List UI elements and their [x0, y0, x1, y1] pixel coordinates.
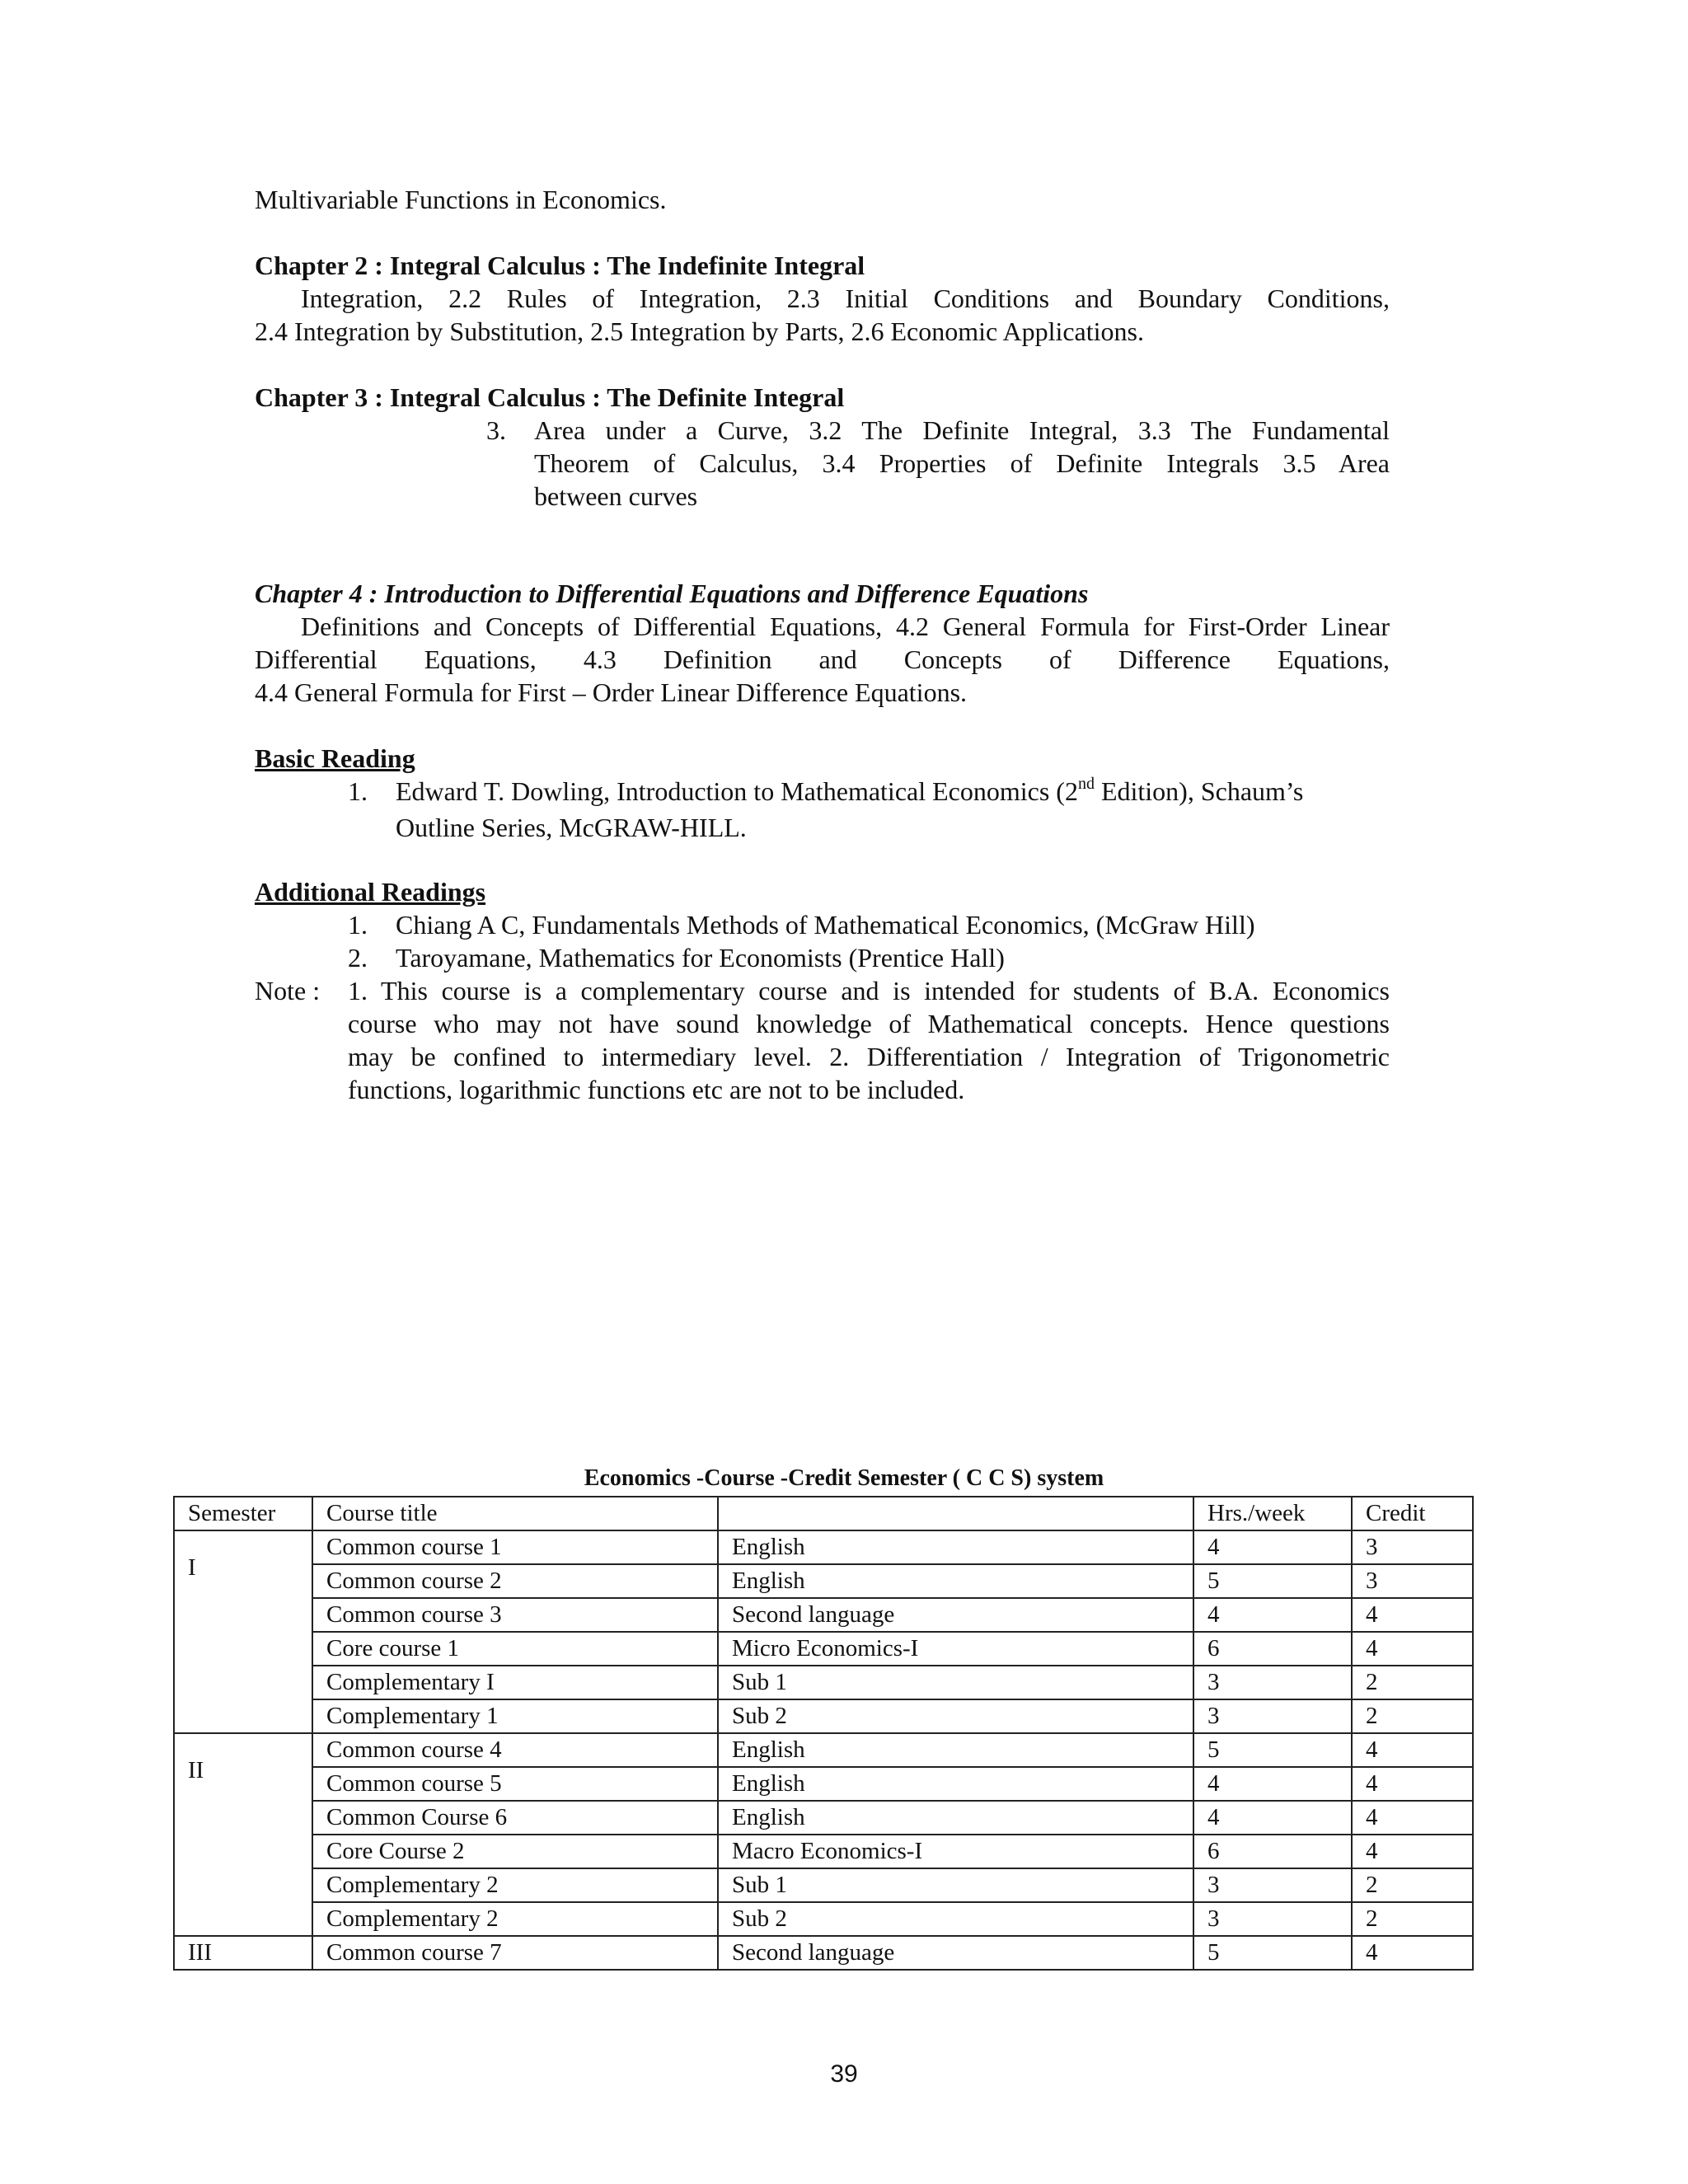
- basic-reading-number: 1.: [348, 776, 368, 806]
- subject-cell: English: [718, 1530, 1193, 1564]
- basic-reading-text-after-sup: Edition), Schaum’s: [1094, 776, 1304, 806]
- credit-cell: 4: [1352, 1767, 1473, 1801]
- header-subject: [718, 1497, 1193, 1530]
- credit-cell: 2: [1352, 1902, 1473, 1936]
- hours-cell: 4: [1193, 1801, 1352, 1835]
- credit-cell: 2: [1352, 1699, 1473, 1733]
- table-row: [174, 1801, 1473, 1835]
- course-credit-table: [173, 1496, 1474, 1971]
- credit-cell: 4: [1352, 1733, 1473, 1767]
- course-title-cell: Common course 4: [312, 1733, 718, 1767]
- table-row: [174, 1936, 1473, 1970]
- table-title: Economics -Course -Credit Semester ( C C S) system: [584, 1465, 1104, 1491]
- course-title-cell: Common course 3: [312, 1598, 718, 1632]
- credit-cell: 2: [1352, 1666, 1473, 1699]
- subject-cell: Sub 2: [718, 1902, 1193, 1936]
- table-row: [174, 1666, 1473, 1699]
- additional-readings-heading: Additional Readings: [255, 877, 486, 907]
- subject-cell: Macro Economics-I: [718, 1835, 1193, 1868]
- chapter4-line3: 4.4 General Formula for First – Order Linear Difference Equations.: [255, 677, 968, 707]
- subject-cell: English: [718, 1801, 1193, 1835]
- chapter2-line2: 2.4 Integration by Substitution, 2.5 Integration by Parts, 2.6 Economic Applications.: [255, 316, 1144, 346]
- hours-cell: 5: [1193, 1733, 1352, 1767]
- credit-cell: 4: [1352, 1835, 1473, 1868]
- table-row: [174, 1699, 1473, 1733]
- subject-cell: Sub 2: [718, 1699, 1193, 1733]
- semester-cell: II: [174, 1733, 312, 1936]
- header-course-title: Course title: [312, 1497, 718, 1530]
- basic-reading-line2: Outline Series, McGRAW-HILL.: [396, 813, 747, 842]
- subject-cell: Sub 1: [718, 1666, 1193, 1699]
- chapter3-heading: Chapter 3 : Integral Calculus : The Definite Integral: [255, 382, 845, 412]
- table-row: [174, 1868, 1473, 1902]
- course-title-cell: Core course 1: [312, 1632, 718, 1666]
- hours-cell: 6: [1193, 1632, 1352, 1666]
- hours-cell: 4: [1193, 1598, 1352, 1632]
- page-number: 39: [830, 2060, 858, 2088]
- basic-reading-line1: [396, 775, 1303, 808]
- course-title-cell: Complementary 2: [312, 1902, 718, 1936]
- additional-reading-text-1: Chiang A C, Fundamentals Methods of Mathematical Economics, (McGraw Hill): [396, 910, 1255, 940]
- course-title-cell: Common course 1: [312, 1530, 718, 1564]
- intro-line: Multivariable Functions in Economics.: [255, 185, 667, 214]
- semester-cell: III: [174, 1936, 312, 1970]
- credit-cell: 2: [1352, 1868, 1473, 1902]
- hours-cell: 5: [1193, 1936, 1352, 1970]
- basic-reading-superscript: nd: [1077, 775, 1095, 793]
- course-title-cell: Complementary 1: [312, 1699, 718, 1733]
- hours-cell: 6: [1193, 1835, 1352, 1868]
- chapter4-heading: Chapter 4 : Introduction to Differential Equations and Difference Equations: [255, 579, 1089, 608]
- chapter2-heading: Chapter 2 : Integral Calculus : The Indefinite Integral: [255, 251, 865, 280]
- note-line3: may be confined to intermediary level. 2. Differentiation / Integration of Trigonometric: [348, 1042, 1390, 1071]
- chapter4-line2: Differential Equations, 4.3 Definition and Concepts of Difference Equations,: [255, 644, 1390, 674]
- table-row: [174, 1767, 1473, 1801]
- hours-cell: 3: [1193, 1666, 1352, 1699]
- course-title-cell: Complementary 2: [312, 1868, 718, 1902]
- additional-reading-number-2: 2.: [348, 943, 368, 972]
- course-title-cell: Complementary I: [312, 1666, 718, 1699]
- chapter3-line1: Area under a Curve, 3.2 The Definite Integral, 3.3 The Fundamental: [534, 415, 1390, 445]
- semester-cell: I: [174, 1530, 312, 1733]
- header-hours: Hrs./week: [1193, 1497, 1352, 1530]
- table-row: [174, 1835, 1473, 1868]
- table-row: [174, 1733, 1473, 1767]
- additional-reading-text-2: Taroyamane, Mathematics for Economists (Prentice Hall): [396, 943, 1005, 972]
- table-row: [174, 1598, 1473, 1632]
- subject-cell: English: [718, 1767, 1193, 1801]
- basic-reading-heading: Basic Reading: [255, 743, 415, 773]
- table-row: [174, 1902, 1473, 1936]
- basic-reading-text-before-sup: Edward T. Dowling, Introduction to Mathematical Economics (2: [396, 776, 1078, 806]
- header-semester: Semester: [174, 1497, 312, 1530]
- subject-cell: Second language: [718, 1936, 1193, 1970]
- credit-cell: 4: [1352, 1801, 1473, 1835]
- table-row: [174, 1632, 1473, 1666]
- hours-cell: 3: [1193, 1699, 1352, 1733]
- credit-cell: 4: [1352, 1936, 1473, 1970]
- table-row: [174, 1530, 1473, 1564]
- course-title-cell: Common course 2: [312, 1564, 718, 1598]
- course-title-cell: Core Course 2: [312, 1835, 718, 1868]
- header-credit: Credit: [1352, 1497, 1473, 1530]
- credit-cell: 3: [1352, 1564, 1473, 1598]
- note-line4: functions, logarithmic functions etc are not to be included.: [348, 1075, 965, 1104]
- chapter3-line2: Theorem of Calculus, 3.4 Properties of Definite Integrals 3.5 Area: [534, 448, 1390, 478]
- course-title-cell: Common course 5: [312, 1767, 718, 1801]
- course-credit-table-body: [174, 1497, 1473, 1970]
- subject-cell: Second language: [718, 1598, 1193, 1632]
- subject-cell: Sub 1: [718, 1868, 1193, 1902]
- credit-cell: 4: [1352, 1598, 1473, 1632]
- note-label: Note :: [255, 976, 321, 1005]
- chapter3-line3: between curves: [534, 481, 698, 511]
- subject-cell: Micro Economics-I: [718, 1632, 1193, 1666]
- credit-cell: 4: [1352, 1632, 1473, 1666]
- note-line2: course who may not have sound knowledge of Mathematical concepts. Hence questions: [348, 1009, 1390, 1038]
- hours-cell: 3: [1193, 1868, 1352, 1902]
- additional-reading-number-1: 1.: [348, 910, 368, 940]
- table-row: [174, 1564, 1473, 1598]
- subject-cell: English: [718, 1564, 1193, 1598]
- hours-cell: 4: [1193, 1767, 1352, 1801]
- credit-cell: 3: [1352, 1530, 1473, 1564]
- chapter4-line1: Definitions and Concepts of Differential Equations, 4.2 General Formula for First-Order Linear: [301, 612, 1390, 641]
- chapter3-number: 3.: [486, 415, 506, 445]
- course-title-cell: Common course 7: [312, 1936, 718, 1970]
- chapter2-line1: Integration, 2.2 Rules of Integration, 2.3 Initial Conditions and Boundary Conditions,: [301, 284, 1390, 313]
- table-header-row: [174, 1497, 1473, 1530]
- hours-cell: 3: [1193, 1902, 1352, 1936]
- hours-cell: 5: [1193, 1564, 1352, 1598]
- hours-cell: 4: [1193, 1530, 1352, 1564]
- note-line1: 1. This course is a complementary course and is intended for students of B.A. Economics: [348, 976, 1390, 1005]
- course-title-cell: Common Course 6: [312, 1801, 718, 1835]
- subject-cell: English: [718, 1733, 1193, 1767]
